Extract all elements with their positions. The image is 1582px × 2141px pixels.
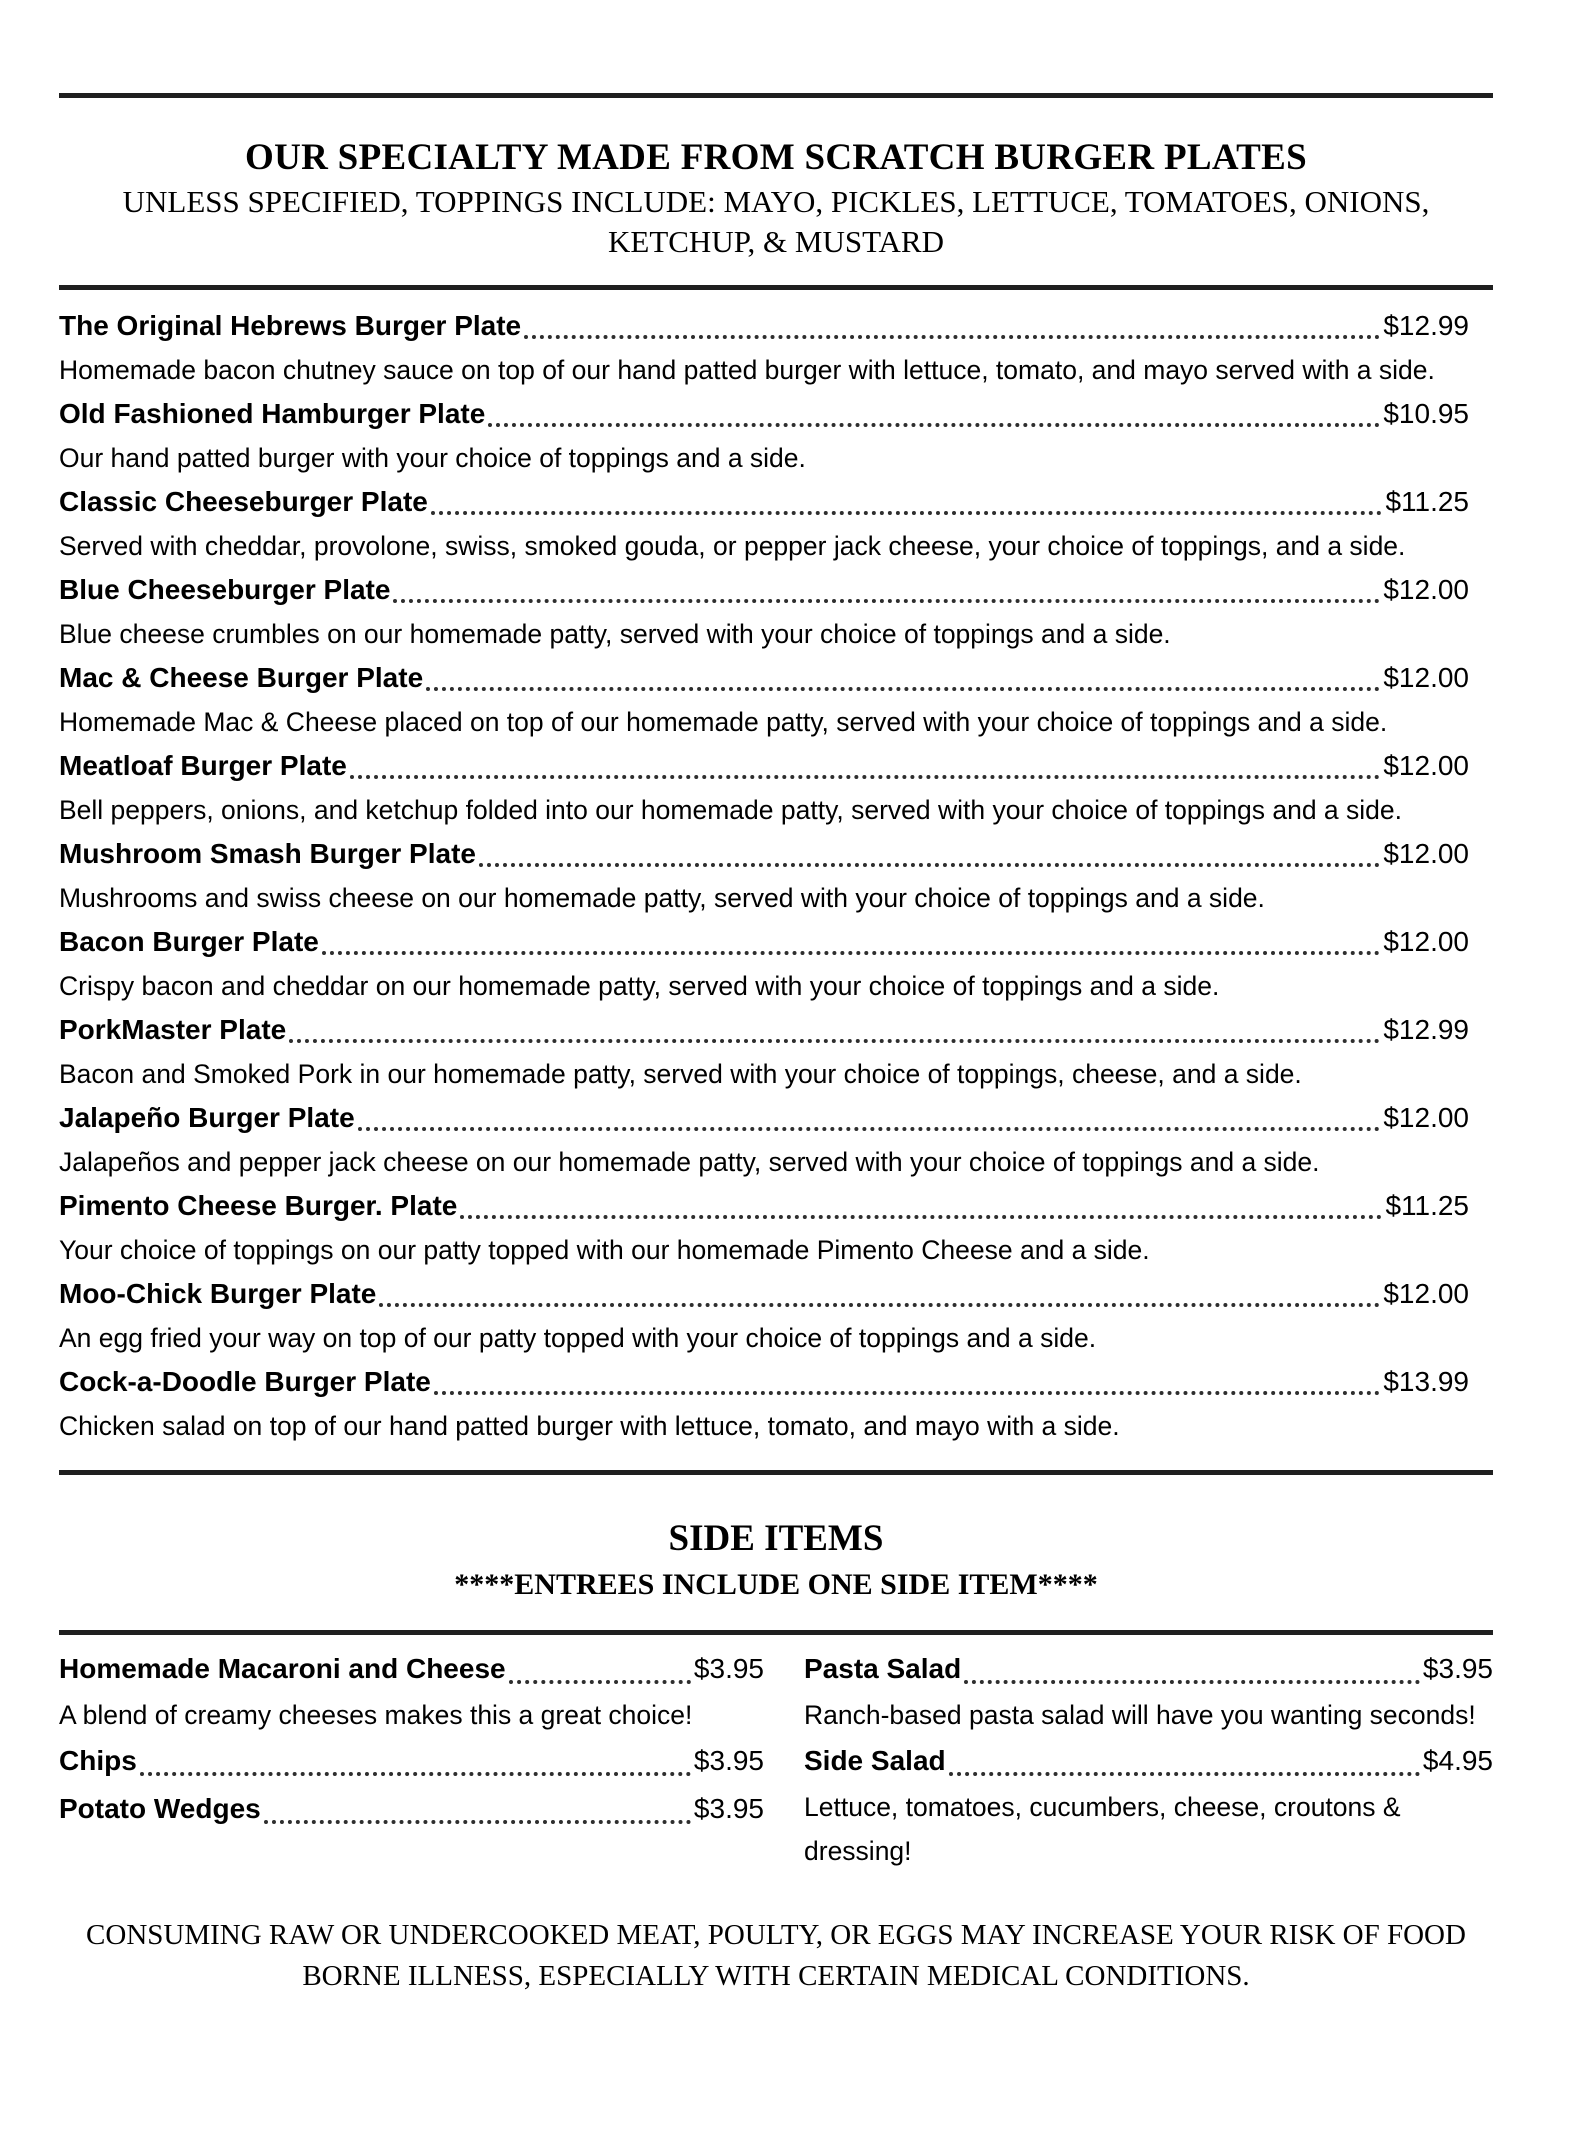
- menu-item: [59, 1096, 1493, 1184]
- burger-section: [59, 290, 1493, 1470]
- item-name: Jalapeño Burger Plate: [59, 1102, 355, 1133]
- side-items-note: ****ENTREES INCLUDE ONE SIDE ITEM****: [454, 1568, 1098, 1601]
- side-column-right: [804, 1645, 1493, 1873]
- dot-leader: [479, 863, 1380, 867]
- item-price: $13.99: [1383, 1366, 1469, 1397]
- menu-item: [59, 304, 1493, 392]
- menu-item-row: [59, 920, 1493, 964]
- item-price: $12.00: [1383, 1102, 1469, 1133]
- menu-item: [59, 920, 1493, 1008]
- side-item-row: [59, 1645, 764, 1693]
- dot-leader: [524, 335, 1380, 339]
- side-item: [804, 1737, 1493, 1873]
- side-item: [59, 1645, 764, 1737]
- menu-item-row: [59, 304, 1493, 348]
- item-price: $12.00: [1383, 926, 1469, 957]
- menu-item: [59, 568, 1493, 656]
- menu-item: [59, 744, 1493, 832]
- side-item-row: [59, 1785, 764, 1833]
- footer-line1: CONSUMING RAW OR UNDERCOOKED MEAT, POULTY, OR EGGS MAY INCREASE YOUR RISK OF FOOD: [86, 1919, 1466, 1951]
- item-name: Potato Wedges: [59, 1793, 261, 1824]
- menu-item: [59, 1184, 1493, 1272]
- menu-page: [59, 93, 1493, 1997]
- footer-disclaimer: [59, 1873, 1493, 1997]
- item-price: $12.00: [1383, 838, 1469, 869]
- menu-item-row: [59, 1096, 1493, 1140]
- menu-item-row: [59, 832, 1493, 876]
- item-description: Blue cheese crumbles on our homemade patty, served with your choice of toppings and a side.: [59, 619, 1171, 649]
- item-name: Bacon Burger Plate: [59, 926, 319, 957]
- dot-leader: [431, 511, 1383, 515]
- menu-item: [59, 1272, 1493, 1360]
- item-name: Blue Cheeseburger Plate: [59, 574, 391, 605]
- item-description: Ranch-based pasta salad will have you wanting seconds!: [804, 1700, 1476, 1730]
- dot-leader: [358, 1127, 1381, 1131]
- dot-leader: [460, 1215, 1382, 1219]
- dot-leader: [509, 1680, 691, 1684]
- side-items-title: SIDE ITEMS: [668, 1518, 884, 1559]
- item-price: $12.00: [1383, 662, 1469, 693]
- item-description: Mushrooms and swiss cheese on our homemade patty, served with your choice of toppings and a side.: [59, 883, 1265, 913]
- item-name: Classic Cheeseburger Plate: [59, 486, 428, 517]
- item-description: Homemade Mac & Cheese placed on top of our homemade patty, served with your choice of toppings and a side.: [59, 707, 1388, 737]
- menu-item: [59, 656, 1493, 744]
- item-name: Moo-Chick Burger Plate: [59, 1278, 377, 1309]
- item-name: Homemade Macaroni and Cheese: [59, 1653, 506, 1684]
- item-description: Your choice of toppings on our patty topped with our homemade Pimento Cheese and a side.: [59, 1235, 1150, 1265]
- item-price: $12.99: [1383, 1014, 1469, 1045]
- item-name: Chips: [59, 1745, 137, 1776]
- item-price: $12.00: [1383, 574, 1469, 605]
- item-price: $12.00: [1383, 1278, 1469, 1309]
- footer-line2: BORNE ILLNESS, ESPECIALLY WITH CERTAIN MEDICAL CONDITIONS.: [302, 1960, 1250, 1992]
- menu-item-row: [59, 392, 1493, 436]
- dot-leader: [264, 1820, 691, 1824]
- page-subtitle-line2: KETCHUP, & MUSTARD: [608, 224, 944, 259]
- side-items-header: [59, 1475, 1493, 1630]
- item-name: Old Fashioned Hamburger Plate: [59, 398, 486, 429]
- menu-item: [59, 832, 1493, 920]
- page-subtitle-line1: UNLESS SPECIFIED, TOPPINGS INCLUDE: MAYO, PICKLES, LETTUCE, TOMATOES, ONIONS,: [122, 184, 1430, 219]
- menu-item-row: [59, 744, 1493, 788]
- dot-leader: [322, 951, 1381, 955]
- item-name: PorkMaster Plate: [59, 1014, 287, 1045]
- item-price: $11.25: [1385, 486, 1469, 517]
- menu-item-row: [59, 1360, 1493, 1404]
- menu-item: [59, 1008, 1493, 1096]
- menu-item-row: [59, 656, 1493, 700]
- item-description: Bell peppers, onions, and ketchup folded into our homemade patty, served with your choice of toppings and a side.: [59, 795, 1403, 825]
- item-description: Homemade bacon chutney sauce on top of our hand patted burger with lettuce, tomato, and mayo served with a side.: [59, 355, 1435, 385]
- dot-leader: [350, 775, 1381, 779]
- item-name: The Original Hebrews Burger Plate: [59, 310, 522, 341]
- item-price: $3.95: [693, 1793, 764, 1824]
- side-item: [59, 1737, 764, 1785]
- page-title: OUR SPECIALTY MADE FROM SCRATCH BURGER PLATES: [245, 137, 1307, 178]
- side-items-grid: [59, 1635, 1493, 1873]
- item-description: A blend of creamy cheeses makes this a great choice!: [59, 1700, 693, 1730]
- dot-leader: [434, 1391, 1381, 1395]
- item-description: Lettuce, tomatoes, cucumbers, cheese, croutons & dressing!: [804, 1792, 1401, 1866]
- dot-leader: [949, 1772, 1420, 1776]
- item-price: $4.95: [1422, 1745, 1493, 1776]
- item-description: Bacon and Smoked Pork in our homemade patty, served with your choice of toppings, cheese, and a side.: [59, 1059, 1302, 1089]
- item-price: $12.99: [1383, 310, 1469, 341]
- dot-leader: [289, 1039, 1380, 1043]
- menu-item: [59, 392, 1493, 480]
- item-price: $11.25: [1385, 1190, 1469, 1221]
- dot-leader: [140, 1772, 691, 1776]
- menu-item-row: [59, 568, 1493, 612]
- menu-header: [59, 98, 1493, 285]
- menu-item-row: [59, 1008, 1493, 1052]
- item-price: $3.95: [693, 1653, 764, 1684]
- item-description: Crispy bacon and cheddar on our homemade patty, served with your choice of toppings and a side.: [59, 971, 1220, 1001]
- menu-item-row: [59, 1184, 1493, 1228]
- menu-item-row: [59, 480, 1493, 524]
- item-price: $3.95: [693, 1745, 764, 1776]
- item-description: Chicken salad on top of our hand patted burger with lettuce, tomato, and mayo with a side.: [59, 1411, 1120, 1441]
- item-description: An egg fried your way on top of our patty topped with your choice of toppings and a side.: [59, 1323, 1097, 1353]
- menu-item: [59, 1360, 1493, 1448]
- item-price: $3.95: [1422, 1653, 1493, 1684]
- item-name: Pasta Salad: [804, 1653, 962, 1684]
- item-description: Our hand patted burger with your choice of toppings and a side.: [59, 443, 806, 473]
- item-name: Mushroom Smash Burger Plate: [59, 838, 476, 869]
- item-description: Jalapeños and pepper jack cheese on our homemade patty, served with your choice of toppings and a side.: [59, 1147, 1320, 1177]
- item-description: Served with cheddar, provolone, swiss, smoked gouda, or pepper jack cheese, your choice of toppings, and a side.: [59, 531, 1406, 561]
- side-item: [59, 1785, 764, 1833]
- item-name: Pimento Cheese Burger. Plate: [59, 1190, 458, 1221]
- item-name: Meatloaf Burger Plate: [59, 750, 347, 781]
- item-price: $12.00: [1383, 750, 1469, 781]
- item-price: $10.95: [1383, 398, 1469, 429]
- dot-leader: [964, 1680, 1420, 1684]
- dot-leader: [393, 599, 1380, 603]
- dot-leader: [379, 1303, 1380, 1307]
- item-name: Mac & Cheese Burger Plate: [59, 662, 424, 693]
- side-item: [804, 1645, 1493, 1737]
- dot-leader: [426, 687, 1380, 691]
- side-item-row: [59, 1737, 764, 1785]
- item-name: Side Salad: [804, 1745, 946, 1776]
- item-name: Cock-a-Doodle Burger Plate: [59, 1366, 431, 1397]
- side-column-left: [59, 1645, 764, 1873]
- menu-item-row: [59, 1272, 1493, 1316]
- side-item-row: [804, 1737, 1493, 1785]
- dot-leader: [488, 423, 1380, 427]
- menu-item: [59, 480, 1493, 568]
- side-item-row: [804, 1645, 1493, 1693]
